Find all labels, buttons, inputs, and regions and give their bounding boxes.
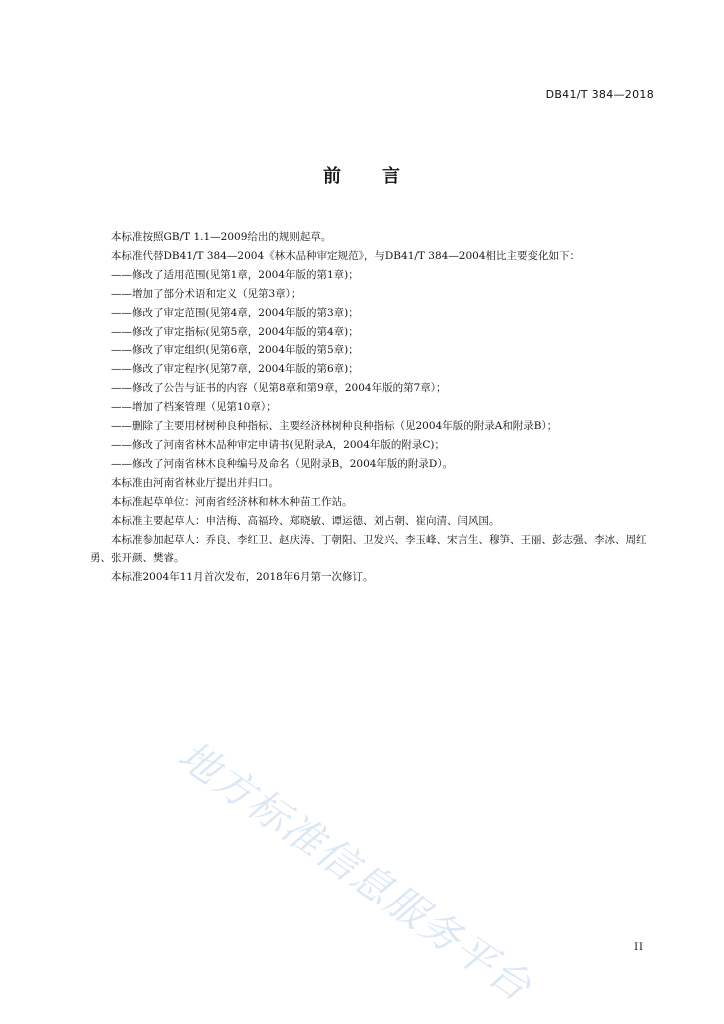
change-item: ——修改了审定范围(见第4章，2004年版的第3章)； (111, 306, 359, 319)
change-item: ——删除了主要用材树种良种指标、主要经济林树种良种指标（见2004年版的附录A和附录B）； (111, 420, 558, 433)
change-item: ——修改了适用范围(见第1章，2004年版的第1章)； (111, 268, 359, 281)
paragraph: 本标准2004年11月首次发布，2018年6月第一次修订。 (111, 571, 374, 584)
paragraph: 本标准参加起草人：乔良、李红卫、赵庆涛、丁朝阳、卫发兴、李玉峰、宋言生、穆笋、王丽、彭志强、李冰、周红勇、张开颜、樊睿。 (90, 533, 647, 565)
paragraph: 本标准起草单位：河南省经济林和林木种苗工作站。 (111, 495, 353, 508)
change-item: ——修改了河南省林木良种编号及命名（见附录B，2004年版的附录D）。 (111, 457, 454, 470)
change-item: ——增加了部分术语和定义（见第3章）； (111, 287, 302, 300)
document-code: DB41/T 384—2018 (545, 88, 654, 101)
foreword-body (90, 228, 662, 587)
title-char-2: 言 (382, 166, 401, 187)
change-item: ——修改了河南省林木品种审定申请书(见附录A，2004年版的附录C)； (111, 438, 446, 451)
paragraph: 本标准由河南省林业厅提出并归口。 (111, 476, 279, 489)
change-item: ——修改了审定程序(见第7章，2004年版的第6章)； (111, 363, 359, 376)
paragraph: 本标准代替DB41/T 384—2004《林木品种审定规范》，与DB41/T 384—2004相比主要变化如下： (111, 249, 581, 262)
paragraph: 本标准按照GB/T 1.1—2009给出的规则起草。 (111, 231, 332, 243)
change-item: ——增加了档案管理（见第10章）； (111, 401, 277, 414)
paragraph: 本标准主要起草人：申洁梅、高福玲、郑晓敏、谭运德、刘占朝、崔向清、闫风国。 (111, 514, 500, 527)
change-item: ——修改了公告与证书的内容（见第8章和第9章，2004年版的第7章）； (111, 382, 447, 395)
change-item: ——修改了审定指标(见第5章，2004年版的第4章)； (111, 325, 359, 338)
change-item: ——修改了审定组织(见第6章，2004年版的第5章)； (111, 344, 359, 357)
title-char-1: 前 (323, 166, 342, 187)
page-title (0, 162, 724, 188)
watermark: 地方标准信息服务平台 (169, 732, 541, 1012)
page-number: II (634, 942, 644, 953)
